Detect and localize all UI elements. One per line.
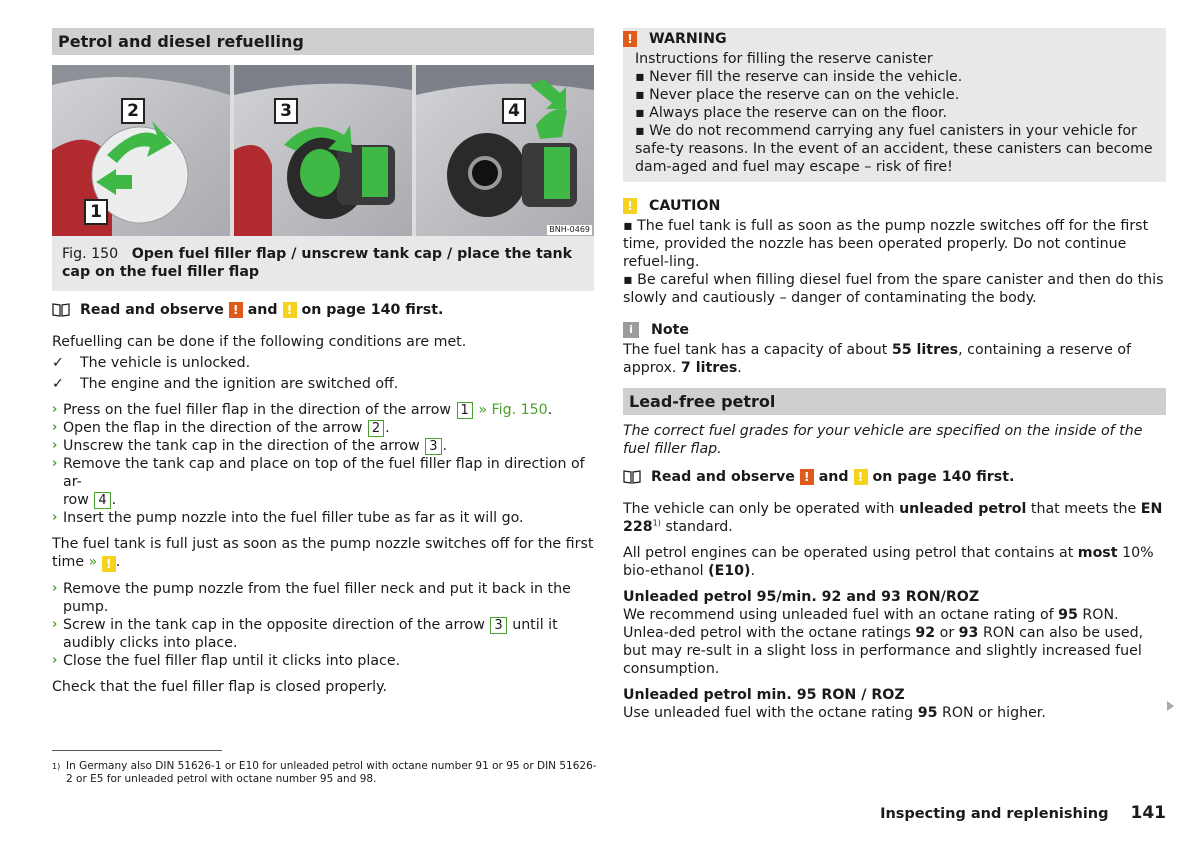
- section-title-lead-free: Lead-free petrol: [623, 388, 1166, 415]
- section-title-refuelling: Petrol and diesel refuelling: [52, 28, 594, 55]
- read-observe-text: Read and observe: [651, 469, 795, 485]
- book-icon: [623, 470, 641, 484]
- footnote: [52, 760, 597, 786]
- caution-item: ▪ The fuel tank is full as soon as the pump nozzle switches off for the first time, provided the nozzle has been operated properly. Do not continue refuel-ling.: [623, 218, 1149, 270]
- figure-label-4: 4: [502, 98, 526, 124]
- step-item: › Close the fuel filler flap until it clicks into place.: [52, 653, 401, 669]
- panel-open-flap: [52, 65, 230, 236]
- read-page-ref: on page 140 first.: [872, 469, 1015, 485]
- step-ref-box: 3: [490, 617, 506, 634]
- figure-fuel-filler: [52, 65, 594, 236]
- step-item: › Remove the pump nozzle from the fuel filler neck and put it back in the pump.: [52, 581, 571, 615]
- paragraph-95-92-93: We recommend using unleaded fuel with an octane rating of 95 RON. Unlea-ded petrol with the octane ratings 92 or 93 RON can also be used, but may re-sult in a slight loss in performance and slightly increased fuel consumption.: [623, 607, 1144, 677]
- note-title: i Note: [623, 321, 1166, 339]
- read-observe-line: [623, 468, 1166, 486]
- fuel-filler-illustration: [52, 65, 594, 236]
- arrow-right-icon: ›: [52, 617, 58, 632]
- check-icon: ✓: [52, 355, 64, 371]
- step-item: › Insert the pump nozzle into the fuel filler tube as far as it will go.: [52, 510, 524, 526]
- figure-number: Fig. 150: [62, 246, 119, 262]
- condition-item: ✓ The engine and the ignition are switched off.: [52, 376, 399, 392]
- warning-box: [623, 28, 1166, 182]
- intro-italic: The correct fuel grades for your vehicle are specified on the inside of the fuel filler flap.: [623, 423, 1143, 457]
- warning-link[interactable]: »: [88, 554, 98, 570]
- read-and-text: and: [247, 302, 278, 318]
- footnote-divider: [52, 750, 222, 751]
- figure-caption: [52, 236, 594, 291]
- read-page-ref: on page 140 first.: [301, 302, 444, 318]
- paragraph-unleaded: The vehicle can only be operated with unleaded petrol that meets the EN 228$^{1)}$ standard.: [623, 501, 1163, 535]
- warning-item: ▪ We do not recommend carrying any fuel canisters in your vehicle for safe-ty reasons. In the event of an accident, these canisters can become dam-aged and fuel may escape – risk of fire!: [635, 123, 1153, 175]
- caution-item: ▪ Be careful when filling diesel fuel from the spare canister and then do this slowly and cautiously – danger of contaminating the body.: [623, 272, 1164, 306]
- check-paragraph: Check that the fuel filler flap is closed properly.: [52, 679, 387, 695]
- book-icon: [52, 303, 70, 317]
- paragraph-min-95: Use unleaded fuel with the octane rating 95 RON or higher.: [623, 705, 1046, 721]
- full-tank-paragraph: The fuel tank is full just as soon as the pump nozzle switches off for the first time » ! .: [52, 536, 594, 571]
- arrow-right-icon: ›: [52, 420, 58, 435]
- right-column: [623, 28, 1166, 722]
- paragraph-e10: All petrol engines can be operated using petrol that contains at most 10% bio-ethanol (E10).: [623, 545, 1154, 579]
- figure-label-1: 1: [84, 199, 108, 225]
- figure-caption-text: Open fuel filler flap / unscrew tank cap / place the tank cap on the fuel filler flap: [62, 246, 573, 280]
- page-footer: [880, 804, 1166, 823]
- subheading-95-92-93: Unleaded petrol 95/min. 92 and 93 RON/ROZ: [623, 589, 980, 605]
- warning-title: ! WARNING: [623, 30, 1154, 48]
- step-ref-box: 3: [425, 438, 441, 455]
- warning-intro: Instructions for filling the reserve canister: [635, 51, 933, 67]
- warning-icon: !: [229, 302, 243, 318]
- figure-link[interactable]: » Fig. 150: [478, 402, 548, 418]
- subheading-min-95: Unleaded petrol min. 95 RON / ROZ: [623, 687, 905, 703]
- warning-icon: !: [800, 469, 814, 485]
- warning-item: ▪ Never place the reserve can on the vehicle.: [635, 87, 960, 103]
- step-ref-box: 4: [94, 492, 110, 509]
- figure-label-3: 3: [274, 98, 298, 124]
- read-observe-text: Read and observe: [80, 302, 224, 318]
- figure-code: BNH-0469: [549, 225, 590, 234]
- step-ref-box: 1: [457, 402, 473, 419]
- warning-item: ▪ Never fill the reserve can inside the vehicle.: [635, 69, 963, 85]
- footnote-ref: 1): [652, 518, 661, 528]
- arrow-right-icon: ›: [52, 438, 58, 453]
- footnote-mark: 1): [52, 762, 61, 771]
- read-and-text: and: [818, 469, 849, 485]
- caution-icon: !: [854, 469, 868, 485]
- note-text: The fuel tank has a capacity of about 55 litres, containing a reserve of approx. 7 litres.: [623, 342, 1131, 376]
- page-number: 141: [1130, 803, 1166, 823]
- step-item: › Unscrew the tank cap in the direction of the arrow 3 .: [52, 438, 448, 454]
- continue-arrow-icon: [1167, 701, 1174, 711]
- left-column: [52, 28, 594, 696]
- warning-icon: !: [623, 31, 637, 47]
- figure-label-2: 2: [121, 98, 145, 124]
- arrow-right-icon: ›: [52, 402, 58, 417]
- read-observe-line: [52, 301, 594, 319]
- panel-unscrew-cap: [234, 65, 412, 236]
- step-item: › Open the flap in the direction of the arrow 2 .: [52, 420, 390, 436]
- arrow-right-icon: ›: [52, 653, 58, 668]
- panel-place-cap: [416, 65, 594, 236]
- arrow-right-icon: ›: [52, 456, 58, 471]
- footnote-text: In Germany also DIN 51626-1 or E10 for unleaded petrol with octane number 91 or 95 or DIN 51626-2 or E5 for unleaded petrol with octane number 95 and 98.: [66, 760, 597, 785]
- caution-title: ! CAUTION: [623, 197, 1166, 215]
- arrow-right-icon: ›: [52, 581, 58, 596]
- conditions-intro: Refuelling can be done if the following conditions are met.: [52, 334, 467, 350]
- check-icon: ✓: [52, 376, 64, 392]
- step-item: › Remove the tank cap and place on top of the fuel filler flap in direction of ar- row 4 .: [52, 456, 585, 508]
- caution-icon: !: [102, 556, 116, 572]
- warning-item: ▪ Always place the reserve can on the floor.: [635, 105, 948, 121]
- note-section: [623, 321, 1166, 377]
- condition-item: ✓ The vehicle is unlocked.: [52, 355, 251, 371]
- caution-icon: !: [283, 302, 297, 318]
- caution-section: [623, 197, 1166, 307]
- footer-section-title: Inspecting and replenishing: [880, 806, 1109, 822]
- step-item: › Press on the fuel filler flap in the direction of the arrow 1 » Fig. 150.: [52, 402, 553, 418]
- caution-icon: !: [623, 198, 637, 214]
- info-icon: i: [623, 322, 639, 338]
- arrow-right-icon: ›: [52, 510, 58, 525]
- step-item: › Screw in the tank cap in the opposite direction of the arrow 3 until it audibly clicks into place.: [52, 617, 558, 651]
- step-ref-box: 2: [368, 420, 384, 437]
